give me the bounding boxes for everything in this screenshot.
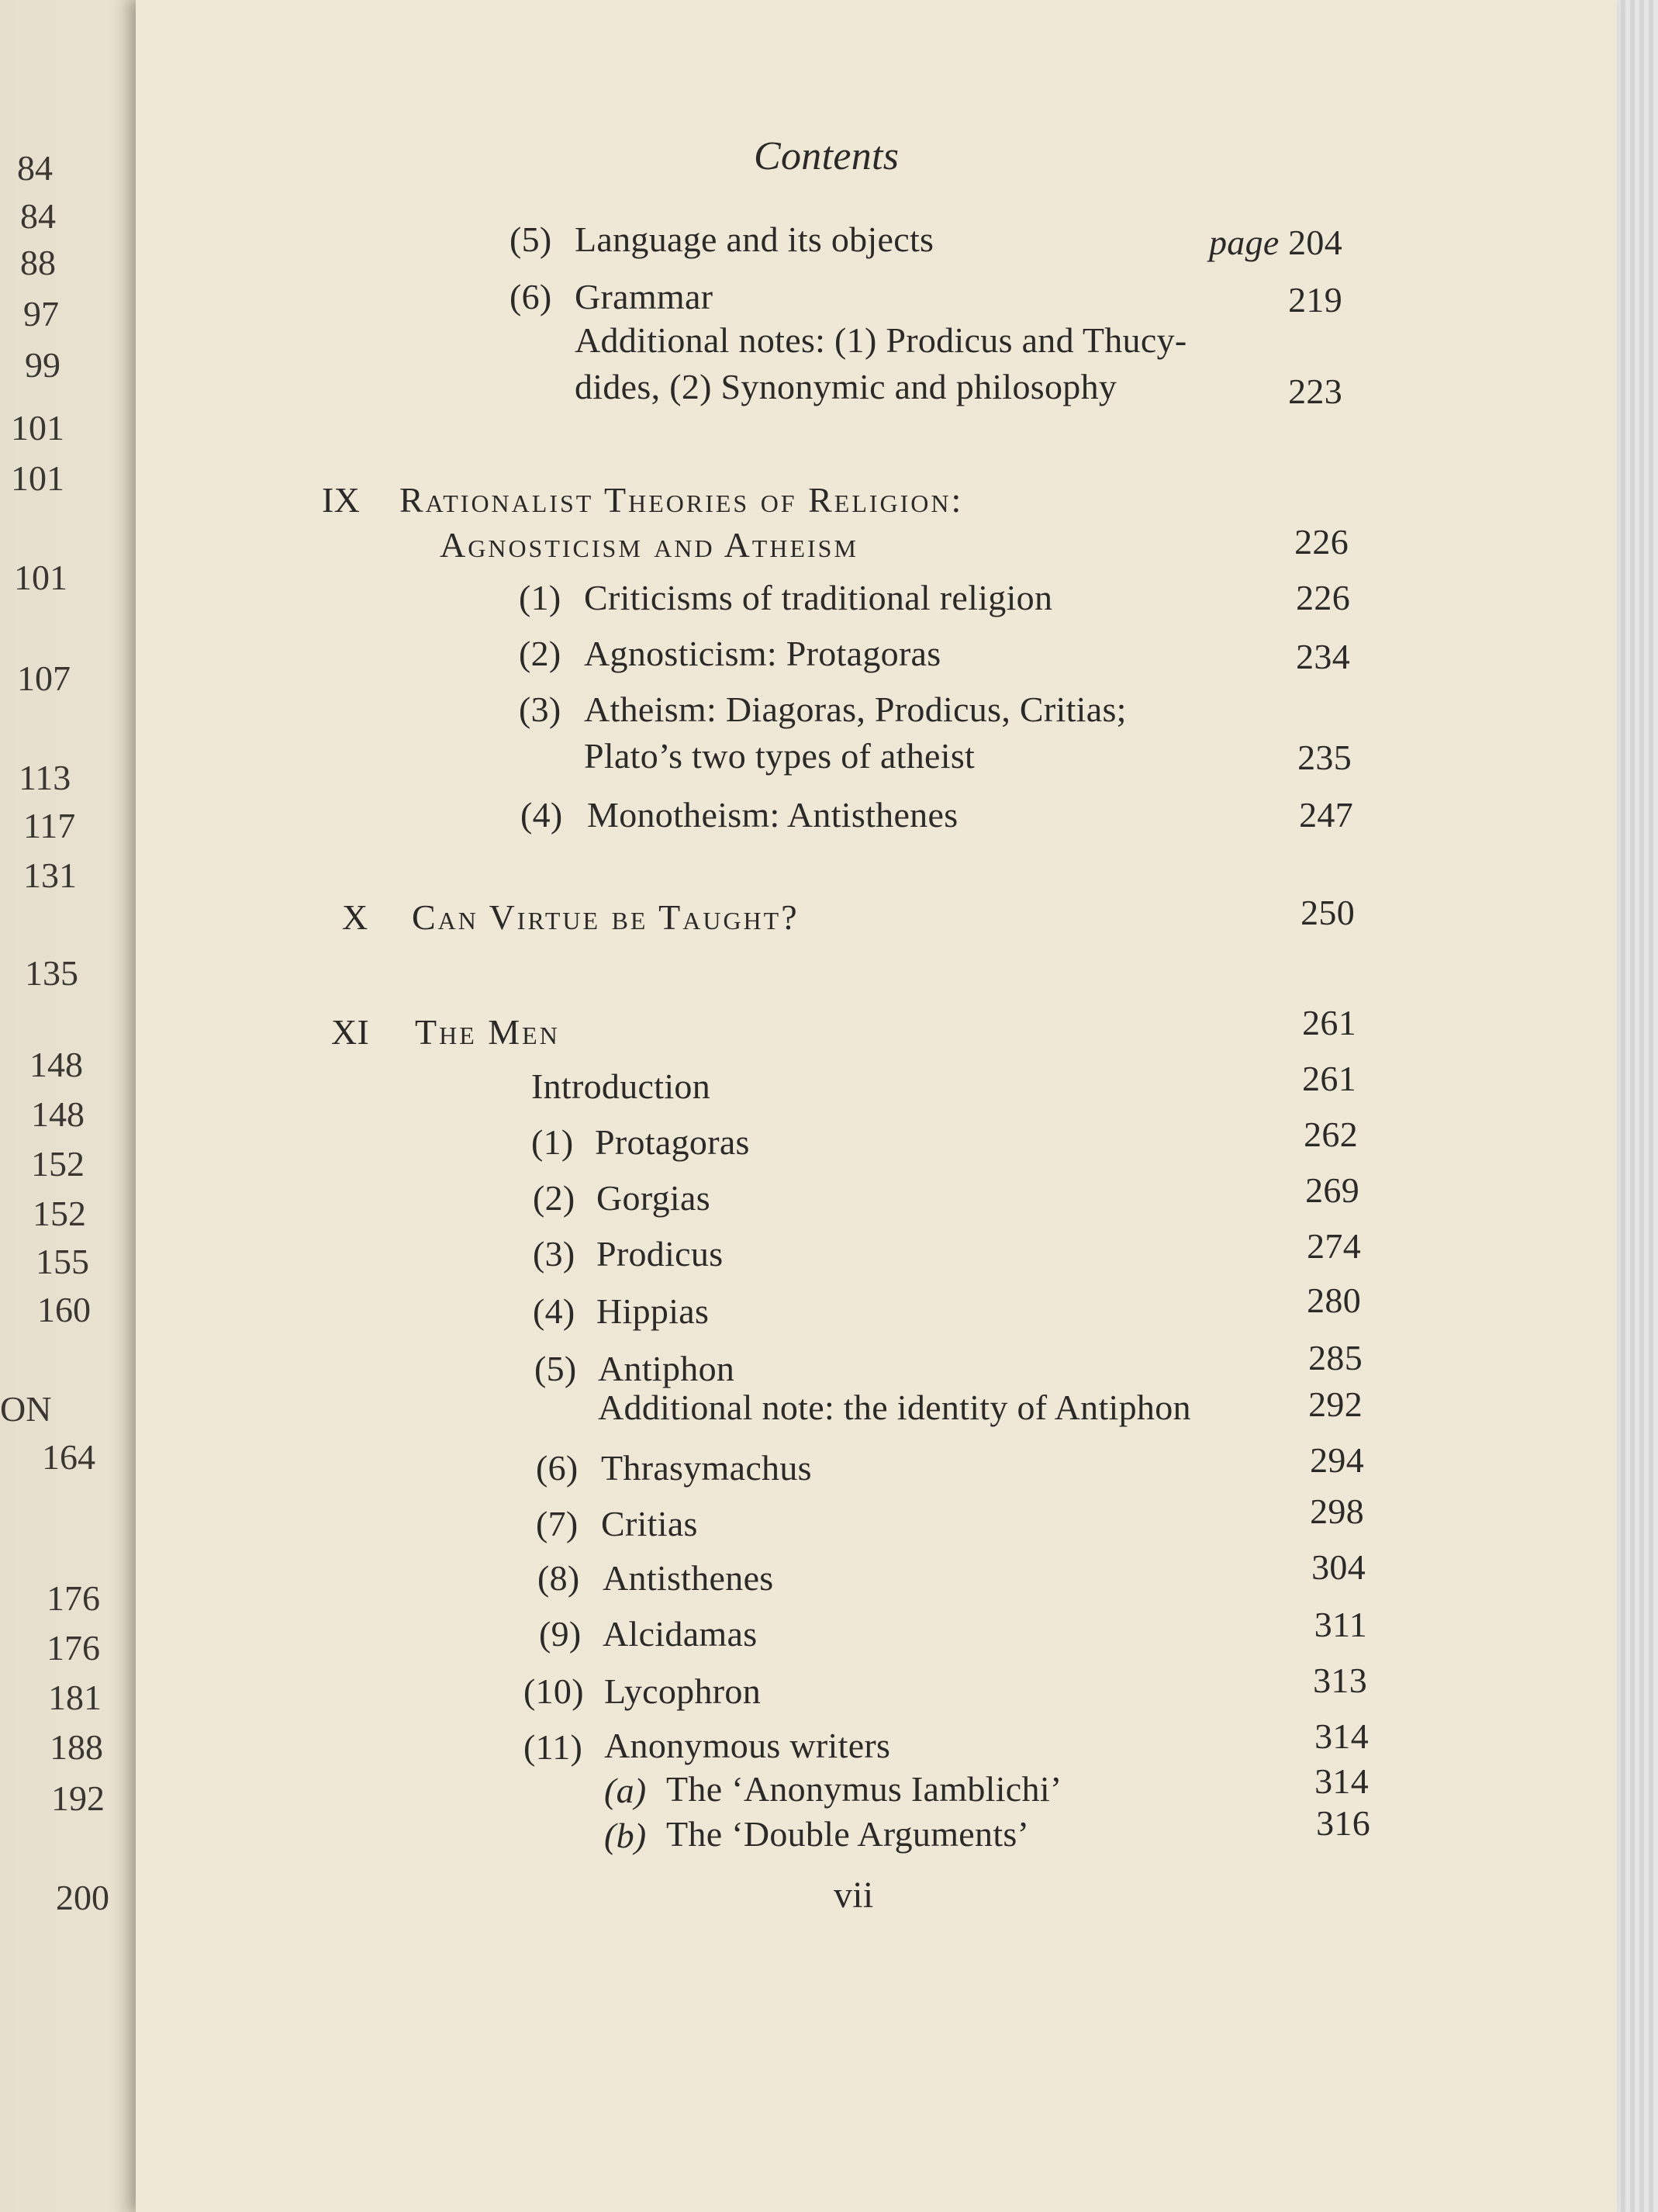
entry-number: (9) — [539, 1614, 582, 1654]
left-page-number: 176 — [47, 1628, 100, 1668]
entry-page: 219 — [1288, 280, 1342, 320]
entry-page: 280 — [1307, 1281, 1361, 1320]
entry-page: 314 — [1314, 1716, 1369, 1756]
entry-label: Criticisms of traditional religion — [584, 578, 1053, 617]
left-page-number: 155 — [36, 1242, 89, 1281]
left-page-number: 192 — [51, 1778, 105, 1818]
left-page-number: 164 — [42, 1437, 95, 1477]
entry-page: 311 — [1314, 1605, 1367, 1644]
entry-label: Introduction — [531, 1066, 710, 1106]
entry-page: 274 — [1307, 1226, 1361, 1266]
chapter-page: 226 — [1294, 522, 1349, 562]
entry-page: 261 — [1302, 1059, 1356, 1098]
chapter-numeral: IX — [322, 480, 361, 520]
entry-label: Critias — [601, 1504, 698, 1543]
sub-entry-letter: (a) — [604, 1771, 647, 1810]
left-page-number: 101 — [11, 458, 64, 498]
entry-number: (2) — [533, 1178, 575, 1218]
left-page-number: 101 — [14, 558, 67, 597]
entry-number: (1) — [531, 1122, 574, 1162]
entry-page: 223 — [1288, 372, 1342, 411]
entry-number: (11) — [523, 1727, 583, 1767]
entry-label: Hippias — [596, 1291, 710, 1331]
entry-page: 294 — [1310, 1440, 1364, 1480]
left-page-number: 188 — [50, 1727, 103, 1767]
entry-label: Prodicus — [596, 1234, 724, 1274]
left-page-number: 176 — [47, 1578, 100, 1618]
left-page-number: 131 — [23, 855, 77, 895]
left-page-number: 117 — [23, 806, 76, 845]
entry-page: 235 — [1297, 738, 1352, 777]
entry-page: 247 — [1299, 795, 1353, 835]
left-page-number: 152 — [33, 1194, 86, 1233]
entry-number: (1) — [519, 578, 561, 617]
chapter-title: Can Virtue be Taught? — [412, 897, 800, 937]
entry-page: 285 — [1308, 1338, 1363, 1377]
left-page-number: 135 — [25, 953, 78, 993]
page-folio: vii — [834, 1875, 874, 1916]
left-page-number: 148 — [29, 1045, 83, 1084]
entry-label: Antiphon — [598, 1349, 735, 1388]
left-page-number: 97 — [23, 294, 59, 334]
left-page-number: 113 — [19, 758, 71, 797]
left-page-number: 152 — [31, 1144, 85, 1184]
left-page-number: 101 — [11, 408, 64, 448]
left-page-number: 84 — [17, 148, 53, 188]
additional-note: Additional note: the identity of Antiphon — [598, 1388, 1191, 1427]
left-page-number: 88 — [20, 243, 56, 282]
entry-label: Grammar — [575, 277, 713, 316]
entry-page: 298 — [1310, 1491, 1364, 1531]
left-page-number: 99 — [25, 345, 60, 385]
entry-page: 314 — [1314, 1761, 1369, 1801]
additional-notes-line: Additional notes: (1) Prodicus and Thucy- — [575, 320, 1187, 360]
entry-page: 304 — [1311, 1547, 1366, 1587]
entry-number: (6) — [509, 277, 552, 316]
additional-notes-line: dides, (2) Synonymic and philosophy — [575, 367, 1117, 406]
entry-label: Protagoras — [595, 1122, 750, 1162]
entry-label: Language and its objects — [575, 219, 934, 259]
entry-label-continued: Plato’s two types of atheist — [584, 736, 976, 776]
left-page-number: 84 — [20, 196, 56, 236]
entry-page: 316 — [1316, 1803, 1370, 1843]
entry-label: Atheism: Diagoras, Prodicus, Critias; — [584, 690, 1127, 729]
chapter-title: Agnosticism and Atheism — [440, 525, 858, 565]
entry-number: (6) — [536, 1448, 579, 1488]
sub-entry-label: The ‘Double Arguments’ — [666, 1814, 1030, 1854]
entry-page: 313 — [1313, 1661, 1367, 1700]
entry-page: 292 — [1308, 1384, 1363, 1424]
sub-entry-letter: (b) — [604, 1816, 647, 1855]
entry-label: Lycophron — [604, 1671, 761, 1711]
entry-number: (2) — [519, 634, 561, 673]
entry-label: Monotheism: Antisthenes — [587, 795, 959, 835]
page-word: page — [1209, 223, 1280, 262]
entry-page: 226 — [1296, 578, 1350, 617]
entry-label: Alcidamas — [603, 1614, 758, 1654]
entry-number: (5) — [534, 1349, 577, 1388]
left-page-number: 160 — [37, 1290, 91, 1329]
entry-page: 204 — [1288, 223, 1342, 262]
entry-number: (4) — [533, 1291, 575, 1331]
entry-label: Thrasymachus — [601, 1448, 812, 1488]
left-page-number: ON — [0, 1389, 52, 1429]
entry-number: (7) — [536, 1504, 579, 1543]
page-title: Contents — [754, 134, 900, 178]
chapter-page: 261 — [1302, 1003, 1356, 1042]
entry-number: (4) — [520, 795, 563, 835]
chapter-title: Rationalist Theories of Religion: — [399, 480, 964, 520]
entry-number: (10) — [523, 1671, 584, 1711]
entry-label: Antisthenes — [603, 1558, 774, 1598]
entry-number: (3) — [519, 690, 561, 729]
entry-number: (8) — [537, 1558, 580, 1598]
entry-number: (3) — [533, 1234, 575, 1274]
entry-number: (5) — [509, 219, 552, 259]
left-page-number: 148 — [31, 1094, 85, 1134]
chapter-title: The Men — [415, 1012, 560, 1052]
left-page-number: 200 — [56, 1878, 109, 1917]
chapter-numeral: X — [342, 897, 368, 937]
left-page-number: 107 — [17, 658, 71, 698]
entry-page: 269 — [1305, 1170, 1359, 1210]
chapter-page: 250 — [1300, 893, 1355, 932]
left-page-number: 181 — [48, 1678, 102, 1717]
left-facing-page — [0, 0, 155, 2212]
entry-label: Gorgias — [596, 1178, 710, 1218]
entry-label: Anonymous writers — [604, 1726, 891, 1765]
entry-page: 262 — [1304, 1115, 1358, 1154]
entry-page: 234 — [1296, 637, 1350, 676]
chapter-numeral: XI — [331, 1012, 370, 1052]
sub-entry-label: The ‘Anonymus Iamblichi’ — [666, 1769, 1062, 1809]
entry-label: Agnosticism: Protagoras — [584, 634, 941, 673]
contents-page — [136, 0, 1617, 2212]
